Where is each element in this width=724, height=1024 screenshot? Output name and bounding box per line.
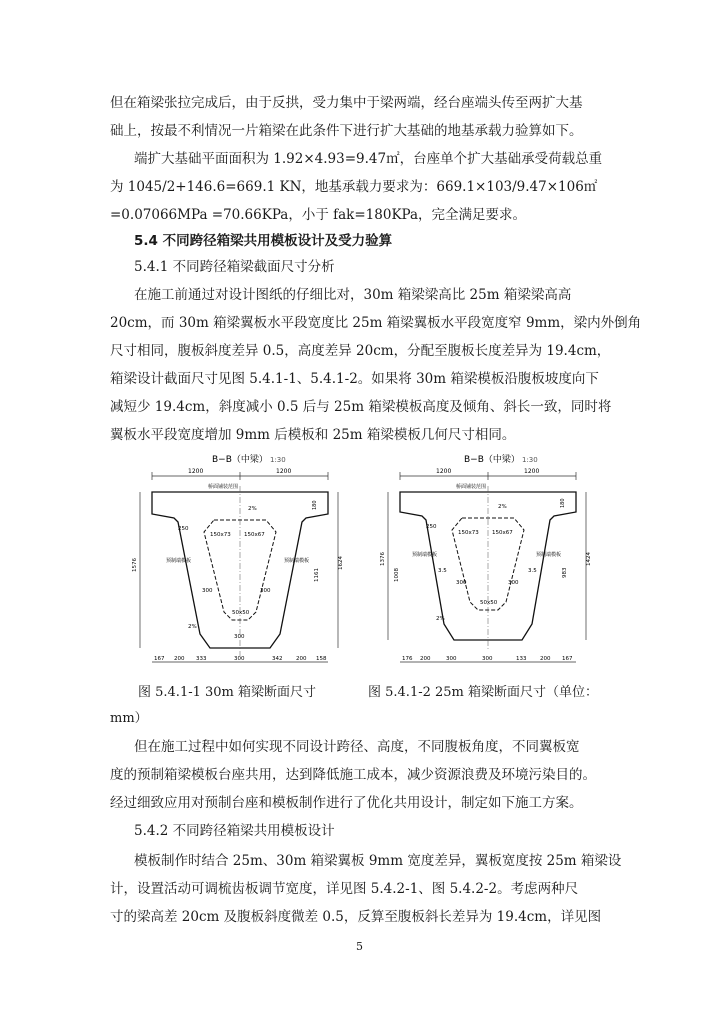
dim-label: 3.5 [438,568,447,574]
dim-label: 983 [562,567,568,578]
dim-label: 167 [562,656,573,662]
body-text-line: 端扩大基础平面面积为 1.92×4.93=9.47㎡，台座单个扩大基础承受荷载总重 [134,151,603,167]
dim-label: 1424 [586,552,592,566]
dim-label: 300 [260,588,271,594]
body-text-line: 经过细致应用对预制台座和模板制作进行了优化共用设计，制定如下施工方案。 [110,795,583,811]
dim-label: 180 [560,498,566,508]
dim-label: 3.5 [528,568,537,574]
dim-label: 180 [312,500,318,510]
body-text-line: 度的预制箱梁模板台座共用，达到降低施工成本，减少资源浪费及环境污染目的。 [110,767,596,783]
body-text-line: 20cm，而 30m 箱梁翼板水平段宽度比 25m 箱梁翼板水平段宽度窄 9mm，梁内外倒角 [110,315,642,331]
figure-title: B−B（中梁） [212,455,268,465]
figure-25m-beam-section [376,452,596,674]
dim-label: 176 [402,656,413,662]
figure-scale: 1:30 [522,456,538,464]
figure-caption: 图 5.4.1-1 30m 箱梁断面尺寸 [138,685,317,700]
dim-label: 1200 [276,468,292,475]
dim-label: 250 [426,524,437,530]
subsection-heading: 5.4.2 不同跨径箱梁共用模板设计 [134,823,335,839]
dim-label: 300 [456,580,467,586]
dim-label: 150x73 [458,530,479,536]
body-text-line: 计，设置活动可调梳齿板调节宽度，详见图 5.4.2-1、图 5.4.2-2。考虑两种尺 [110,881,579,897]
dim-label: 2% [498,504,507,510]
body-text-line: 寸的梁高差 20cm 及腹板斜度微差 0.5，反算至腹板斜长差异为 19.4cm，详见图 [110,909,602,925]
body-text-line: 减短少 19.4cm，斜度减小 0.5 后与 25m 箱梁模板高度及倾角、斜长一致，同时将 [110,399,612,415]
dim-label: 1376 [380,552,386,566]
dim-label: 300 [234,656,245,662]
note: 预制端模板 [536,552,562,558]
body-text-line: 但在箱梁张拉完成后，由于反拱，受力集中于梁两端，经台座端头传至两扩大基 [110,95,583,111]
dim-label: 200 [174,656,185,662]
dim-label: 50x50 [480,600,498,606]
body-text-line: 在施工前通过对设计图纸的仔细比对，30m 箱梁梁高比 25m 箱梁梁高高 [134,287,572,303]
dim-label: 250 [178,526,189,532]
figure-caption: mm） [110,711,148,726]
body-text-line: 为 1045/2+146.6=669.1 KN，地基承载力要求为：669.1×103/9.47×106㎡ [110,179,598,195]
dim-label: 300 [202,588,213,594]
note: 预制端模板 [166,558,192,564]
dim-label: 1200 [524,468,540,475]
dim-label: 150x73 [210,532,231,538]
body-text-line: 模板制作时结合 25m、30m 箱梁翼板 9mm 宽度差异，翼板宽度按 25m 箱梁设 [134,853,622,869]
body-text-line: 尺寸相同，腹板斜度差异 0.5，高度差异 20cm，分配至腹板长度差异为 19.4cm， [110,343,611,359]
dim-label: 150x67 [244,532,265,538]
dim-label: 1200 [436,468,452,475]
body-text-line: =0.07066MPa =70.66KPa，小于 fak=180KPa，完全满足要求。 [110,207,527,223]
note: 桥面铺装范围 [456,484,487,490]
body-text-line: 但在施工过程中如何实现不同设计跨径、高度，不同腹板角度，不同翼板宽 [134,739,580,755]
body-text-line: 翼板水平段宽度增加 9mm 后模板和 25m 箱梁模板几何尺寸相同。 [110,427,516,443]
dim-label: 1008 [394,568,400,582]
body-text-line: 箱梁设计截面尺寸见图 5.4.1-1、5.4.1-2。如果将 30m 箱梁模板沿腹板坡度向下 [110,371,599,387]
dim-label: 300 [446,656,457,662]
figure-title: B−B（中梁） [464,455,520,465]
dim-label: 167 [154,656,165,662]
dim-label: 1624 [338,556,344,570]
dim-label: 333 [196,656,207,662]
dim-label: 342 [272,656,283,662]
page-number: 5 [356,940,363,953]
note: 桥面铺装范围 [208,484,239,490]
section-heading: 5.4 不同跨径箱梁共用模板设计及受力验算 [134,233,393,249]
dim-label: 1161 [314,568,320,582]
note: 预制端模板 [412,552,438,558]
dim-label: 133 [516,656,527,662]
figure-scale: 1:30 [270,456,286,464]
subsection-heading: 5.4.1 不同跨径箱梁截面尺寸分析 [134,259,335,275]
dim-label: 2% [436,616,445,622]
dim-label: 200 [296,656,307,662]
dim-label: 200 [540,656,551,662]
dim-label: 300 [234,634,245,640]
dim-label: 200 [420,656,431,662]
dim-label: 2% [188,624,197,630]
dim-label: 150x67 [492,530,513,536]
figure-30m-beam-section [130,452,350,674]
dim-label: 300 [508,580,519,586]
body-text-line: 础上，按最不利情况一片箱梁在此条件下进行扩大基础的地基承载力验算如下。 [110,123,583,139]
dim-label: 50x50 [232,610,250,616]
dim-label: 2% [248,506,257,512]
note: 预制端模板 [284,558,310,564]
figure-caption: 图 5.4.1-2 25m 箱梁断面尺寸（单位： [368,685,599,700]
dim-label: 1200 [188,468,204,475]
dim-label: 158 [316,656,327,662]
dim-label: 300 [482,656,493,662]
dim-label: 1576 [132,558,138,572]
